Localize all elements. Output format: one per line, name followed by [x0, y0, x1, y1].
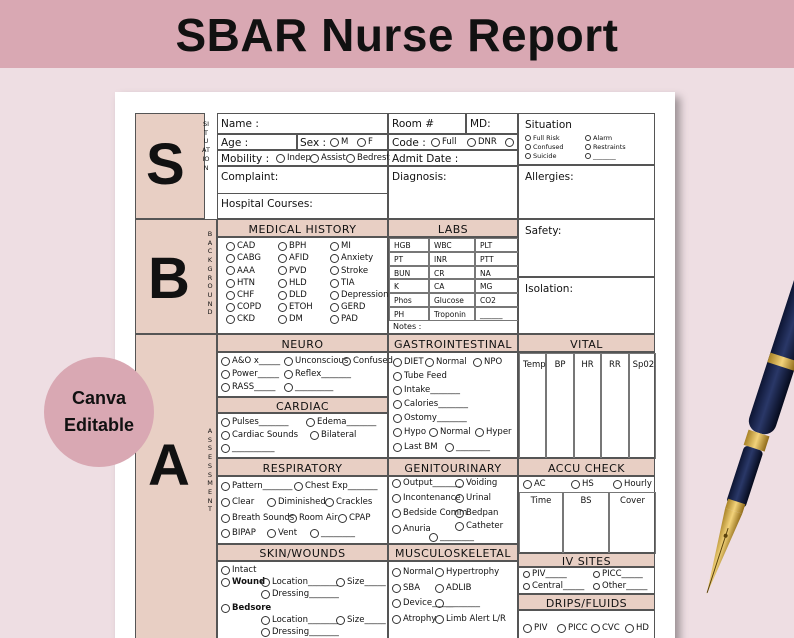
accu-body	[518, 476, 655, 553]
musc-other[interactable]: ________	[435, 599, 480, 608]
neuro-rass[interactable]: RASS_____	[221, 383, 275, 392]
skin-wound-location[interactable]: Location_______	[261, 578, 338, 587]
lab-cell[interactable]: ______	[475, 307, 519, 321]
md-field[interactable]: MD:	[466, 113, 518, 134]
labs-header: LABS	[388, 219, 518, 237]
gi-calories[interactable]: Calories_______	[393, 400, 468, 409]
neuro-other[interactable]: _________	[284, 383, 333, 392]
resp-diminished[interactable]: Diminished	[267, 498, 326, 507]
neuro-power[interactable]: Power_____	[221, 370, 279, 379]
gi-ostomy[interactable]: Ostomy_______	[393, 414, 467, 423]
drips-body	[518, 610, 655, 638]
cardiac-header: CARDIAC	[217, 397, 388, 413]
skin-bedsore-location[interactable]: Location_______	[261, 616, 338, 625]
musc-header: MUSCULOSKELETAL	[388, 544, 518, 561]
vital-header: VITAL	[518, 334, 655, 352]
lab-cell[interactable]: NA	[475, 266, 519, 280]
history-stroke[interactable]: Stroke	[330, 266, 368, 275]
history-pad[interactable]: PAD	[330, 315, 358, 324]
mobility-field: Mobility : Indep Assist Bedrest	[217, 150, 388, 166]
accu-header: ACCU CHECK	[518, 458, 655, 476]
code-full-radio[interactable]: Full	[431, 138, 457, 147]
history-aaa[interactable]: AAA	[226, 266, 255, 275]
gi-normal[interactable]: Normal	[425, 358, 467, 367]
code-field: Code : Full DNR	[388, 134, 518, 150]
skin-wound-size[interactable]: Size_____	[336, 578, 386, 587]
mobility-bedrest-radio[interactable]: Bedrest	[346, 154, 390, 163]
vital-table	[518, 352, 655, 458]
mobility-indep-radio[interactable]: Indep	[276, 154, 311, 163]
lab-cell[interactable]: K	[389, 279, 429, 293]
lab-cell[interactable]: CR	[429, 266, 475, 280]
background-vertical-label: BACKGROUND	[207, 230, 213, 317]
gi-hypo[interactable]: Hypo	[393, 428, 426, 437]
gu-incontenance[interactable]: Incontenance	[392, 494, 461, 503]
skin-wound-dressing[interactable]: Dressing_______	[261, 590, 339, 599]
labs-notes-label: Notes :	[393, 322, 422, 331]
gu-other[interactable]: ________	[429, 533, 474, 542]
skin-body	[217, 561, 388, 638]
geni-header: GENITOURINARY	[388, 458, 518, 476]
lab-cell[interactable]: PLT	[475, 238, 519, 252]
gi-normal-bowel[interactable]: Normal	[429, 428, 471, 437]
gi-hyper[interactable]: Hyper	[475, 428, 512, 437]
accu-hourly[interactable]: Hourly	[613, 480, 652, 489]
allergies-field[interactable]: Allergies:	[518, 165, 655, 219]
cardiac-sounds[interactable]: Cardiac Sounds	[221, 431, 298, 440]
musc-limb-alert[interactable]: Limb Alert L/R	[435, 615, 506, 624]
medical-history-body	[217, 237, 388, 334]
musc-adlib[interactable]: ADLIB	[435, 584, 471, 593]
room-field[interactable]: Room #	[388, 113, 466, 134]
sit-confused[interactable]: Confused	[525, 144, 564, 151]
history-gerd[interactable]: GERD	[330, 303, 365, 312]
history-ckd[interactable]: CKD	[226, 315, 255, 324]
sbar-form	[135, 113, 655, 638]
situation-label: Situation	[525, 119, 572, 131]
name-field[interactable]: Name :	[217, 113, 388, 134]
lab-cell[interactable]: PH	[389, 307, 429, 321]
vital-col-sp02: Sp02	[629, 353, 656, 459]
history-htn[interactable]: HTN	[226, 279, 255, 288]
drip-picc[interactable]: PICC	[557, 624, 588, 633]
safety-field[interactable]: Safety:	[518, 219, 655, 277]
code-dnr-radio[interactable]: DNR	[467, 138, 497, 147]
situation-options	[518, 113, 655, 165]
cardiac-edema[interactable]: Edema_______	[306, 418, 376, 427]
sit-restraints[interactable]: Restraints	[585, 144, 626, 151]
respiratory-body	[217, 476, 388, 544]
skin-bedsore[interactable]: Bedsore	[221, 604, 271, 613]
lab-cell[interactable]: PTT	[475, 252, 519, 266]
s-letter-block	[135, 113, 210, 219]
vital-col-temp: Temp	[519, 353, 546, 459]
history-cabg[interactable]: CABG	[226, 254, 261, 263]
gu-output[interactable]: Output_______	[392, 479, 462, 488]
resp-room-air[interactable]: Room Air	[288, 514, 338, 523]
neuro-ao[interactable]: A&O x_____	[221, 357, 280, 366]
history-tia[interactable]: TIA	[330, 279, 355, 288]
title-banner	[0, 0, 794, 68]
history-pvd[interactable]: PVD	[278, 266, 307, 275]
accu-ac[interactable]: AC	[523, 480, 546, 489]
mobility-assist-radio[interactable]: Assist	[310, 154, 346, 163]
isolation-field[interactable]: Isolation:	[518, 277, 655, 334]
musc-normal[interactable]: Normal	[392, 568, 434, 577]
gu-voiding[interactable]: Voiding	[455, 479, 497, 488]
neuro-header: NEURO	[217, 334, 388, 352]
resp-crackles[interactable]: Crackles	[325, 498, 372, 507]
history-dm[interactable]: DM	[278, 315, 303, 324]
sit-other[interactable]: _______	[585, 153, 616, 160]
gu-bedside-comm[interactable]: Bedside Comm	[392, 509, 467, 518]
gu-catheter[interactable]: Catheter	[455, 522, 503, 531]
respiratory-header: RESPIRATORY	[217, 458, 388, 476]
musc-device[interactable]: Device_____	[392, 599, 453, 608]
gi-diet[interactable]: DIET	[393, 358, 424, 367]
neuro-body	[217, 352, 393, 397]
complaint-field[interactable]: Complaint: Hospital Courses:	[217, 166, 388, 219]
lab-cell[interactable]: CA	[429, 279, 475, 293]
musc-body	[388, 561, 518, 638]
iv-other[interactable]: Other_____	[593, 582, 647, 591]
history-etoh[interactable]: ETOH	[278, 303, 313, 312]
b-letter-block	[135, 219, 217, 334]
resp-other[interactable]: ________	[310, 529, 355, 538]
neuro-confused[interactable]: Confused	[342, 357, 393, 366]
history-cad[interactable]: CAD	[226, 242, 255, 251]
gi-intake[interactable]: Intake_______	[393, 386, 460, 395]
resp-chest-exp[interactable]: Chest Exp_______	[294, 482, 378, 491]
accu-hs[interactable]: HS	[571, 480, 594, 489]
drip-cvc[interactable]: CVC	[591, 624, 620, 633]
resp-pattern[interactable]: Pattern_______	[221, 482, 292, 491]
resp-clear[interactable]: Clear	[221, 498, 254, 507]
sex-m-radio[interactable]: M	[330, 138, 348, 147]
gi-last-bm[interactable]: Last BM	[393, 443, 438, 452]
musc-hypertrophy[interactable]: Hypertrophy	[435, 568, 499, 577]
vital-col-rr: RR	[601, 353, 628, 459]
musc-sba[interactable]: SBA	[392, 584, 420, 593]
lab-cell[interactable]: Glucose	[429, 293, 475, 307]
lab-cell[interactable]: HGB	[389, 238, 429, 252]
gu-bedpan[interactable]: Bedpan	[455, 509, 498, 518]
situation-vertical-label: SITUATION	[202, 120, 210, 172]
accu-col-time: Time	[519, 492, 563, 554]
cardiac-pulses[interactable]: Pulses_______	[221, 418, 289, 427]
resp-breath-sounds[interactable]: Breath Sounds	[221, 514, 294, 523]
vital-col-bp: BP	[546, 353, 573, 459]
code-other-radio[interactable]	[505, 138, 516, 147]
letter-a: A	[148, 433, 190, 498]
cardiac-bilateral[interactable]: Bilateral	[310, 431, 356, 440]
drip-hd[interactable]: HD	[625, 624, 649, 633]
gi-other[interactable]: ________	[445, 443, 490, 452]
history-afid[interactable]: AFID	[278, 254, 309, 263]
labs-body	[388, 237, 518, 334]
a-letter-block	[135, 334, 217, 638]
skin-bedsore-size[interactable]: Size_____	[336, 616, 386, 625]
diagnosis-field[interactable]: Diagnosis:	[388, 166, 518, 219]
history-depression[interactable]: Depression	[330, 291, 389, 300]
gi-npo[interactable]: NPO	[473, 358, 502, 367]
gastro-header: GASTROINTESTINAL	[388, 334, 518, 352]
history-dld[interactable]: DLD	[278, 291, 307, 300]
history-bph[interactable]: BPH	[278, 242, 306, 251]
skin-bedsore-dressing[interactable]: Dressing_______	[261, 628, 339, 637]
gastro-body	[388, 352, 518, 458]
gu-anuria[interactable]: Anuria	[392, 525, 431, 534]
lab-cell[interactable]: Troponin	[429, 307, 475, 321]
skin-header: SKIN/WOUNDS	[217, 544, 388, 561]
lab-cell[interactable]: PT	[389, 252, 429, 266]
drip-piv[interactable]: PIV	[523, 624, 547, 633]
resp-bipap[interactable]: BIPAP	[221, 529, 256, 538]
history-hld[interactable]: HLD	[278, 279, 307, 288]
iv-piv[interactable]: PIV_____	[523, 570, 567, 579]
sex-field: Sex : M F	[297, 134, 388, 150]
gu-urinal[interactable]: Urinal	[455, 494, 491, 503]
iv-picc[interactable]: PICC_____	[593, 570, 643, 579]
sit-alarm[interactable]: Alarm	[585, 135, 612, 142]
history-anxiety[interactable]: Anxiety	[330, 254, 373, 263]
iv-body	[518, 567, 655, 594]
page-title: SBAR Nurse Report	[175, 9, 619, 61]
skin-intact[interactable]: Intact	[221, 566, 256, 575]
iv-header: IV SITES	[518, 553, 655, 567]
sit-suicide[interactable]: Suicide	[525, 153, 557, 160]
accu-col-bs: BS	[563, 492, 609, 554]
musc-atrophy[interactable]: Atrophy	[392, 615, 436, 624]
cardiac-other[interactable]: __________	[221, 444, 275, 453]
resp-vent[interactable]: Vent	[267, 529, 297, 538]
accu-col-cover: Cover	[609, 492, 656, 554]
history-copd[interactable]: COPD	[226, 303, 261, 312]
lab-cell[interactable]: BUN	[389, 266, 429, 280]
letter-s: S	[146, 132, 185, 197]
assessment-vertical-label: ASSESSMENT	[207, 427, 213, 514]
lab-cell[interactable]: INR	[429, 252, 475, 266]
fountain-pen-icon	[690, 280, 794, 638]
lab-cell[interactable]: MG	[475, 279, 519, 293]
hospital-courses-label: Hospital Courses:	[221, 198, 313, 210]
lab-cell[interactable]: CO2	[475, 293, 519, 307]
cardiac-body	[217, 413, 388, 458]
letter-b: B	[148, 246, 190, 311]
sex-f-radio[interactable]: F	[357, 138, 373, 147]
history-mi[interactable]: MI	[330, 242, 351, 251]
history-chf[interactable]: CHF	[226, 291, 254, 300]
admit-date-field[interactable]: Admit Date :	[388, 150, 518, 166]
medical-history-header: MEDICAL HISTORY	[217, 219, 388, 237]
age-field[interactable]: Age :	[217, 134, 297, 150]
canva-editable-badge: Canva Editable	[44, 357, 154, 467]
sit-full-risk[interactable]: Full Risk	[525, 135, 560, 142]
resp-cpap[interactable]: CPAP	[338, 514, 370, 523]
iv-central[interactable]: Central_____	[523, 582, 584, 591]
lab-cell[interactable]: Phos	[389, 293, 429, 307]
skin-wound[interactable]: Wound	[221, 578, 265, 587]
gi-tube-feed[interactable]: Tube Feed	[393, 372, 447, 381]
drips-header: DRIPS/FLUIDS	[518, 594, 655, 610]
lab-cell[interactable]: WBC	[429, 238, 475, 252]
geni-body	[388, 476, 518, 544]
neuro-reflex[interactable]: Reflex_______	[284, 370, 351, 379]
neuro-unconscious[interactable]: Unconscious	[284, 357, 348, 366]
vital-col-hr: HR	[574, 353, 601, 459]
